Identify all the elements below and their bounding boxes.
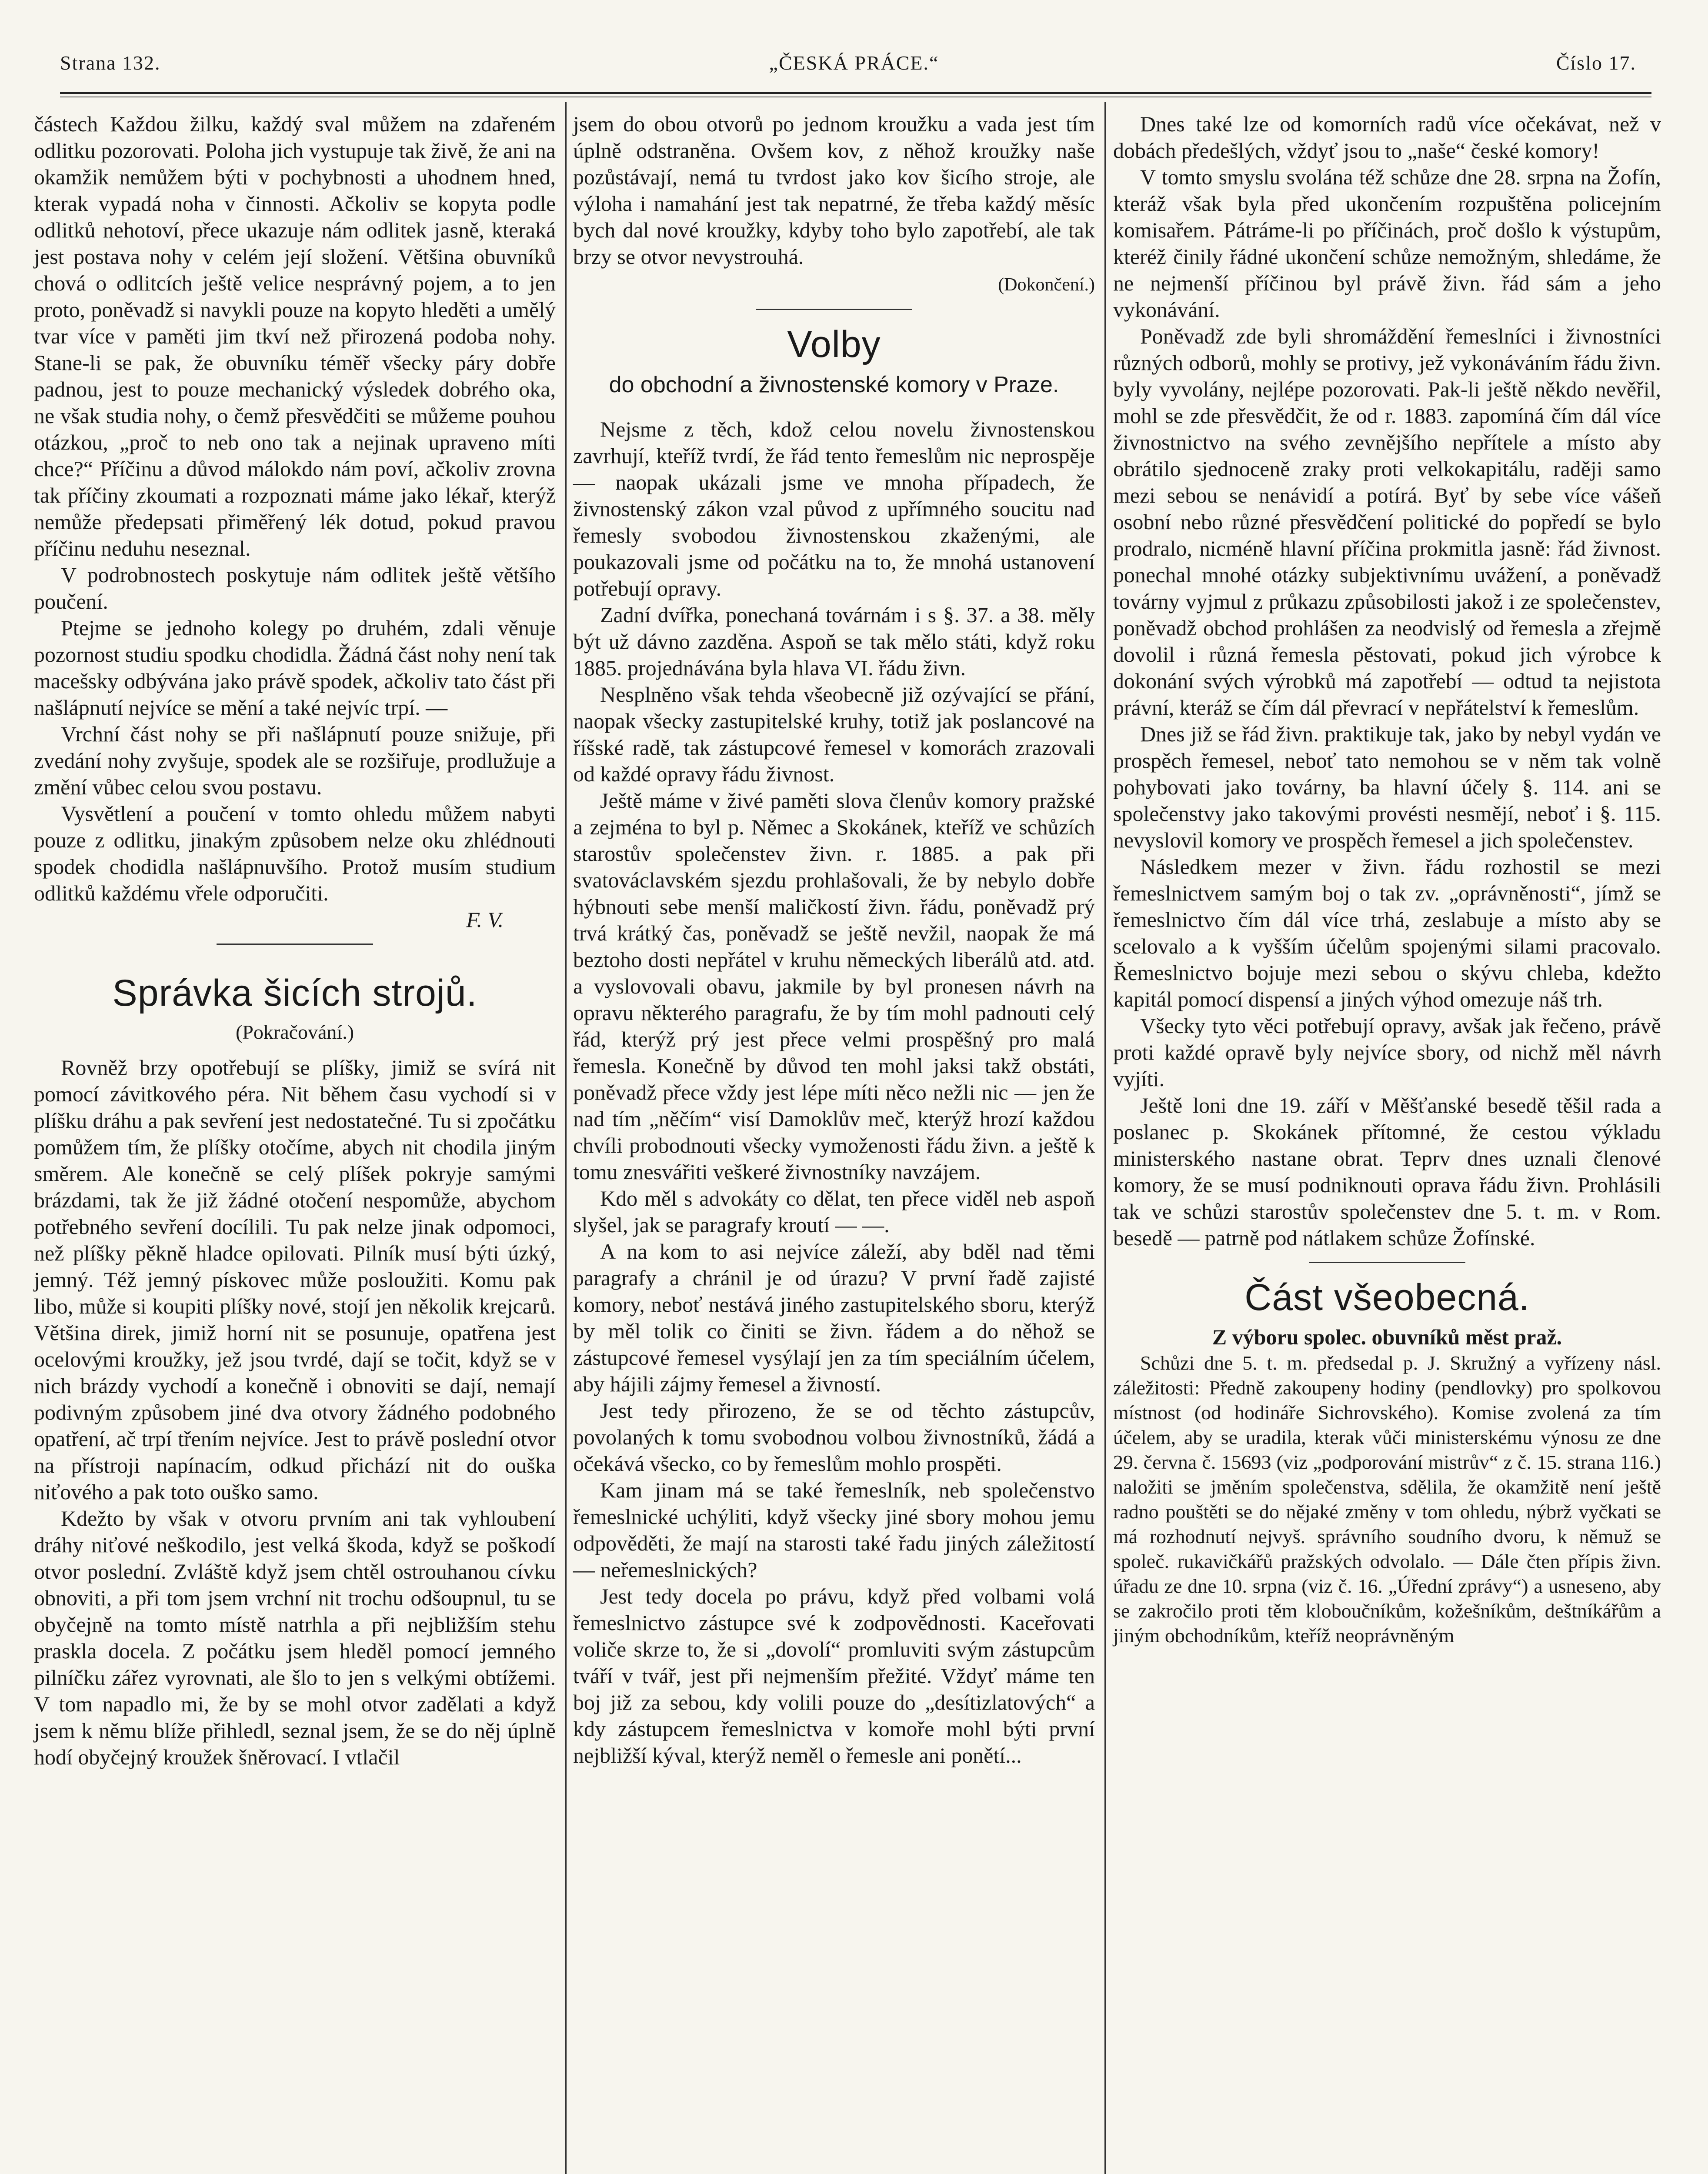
paragraph: částech Každou žilku, každý sval můžem na zdařeném odlitku pozorovati. Poloha jich vystupuje tak živě, že ani na okamžik nemůžem býti v pochybnosti a uhodnem hned, kterak vypadá noha v činnosti. Ačkoliv se kopyta podle odlitků nehotoví, přece ukazuje nám odlitek jasně, kteraká jest postava nohy v celém její složení. Většina obuvníků chová o odlitcích ještě velice nesprávný pojem, a to jen proto, poněvadž si navykli pouze na kopyto hleděti a umělý tvar více v paměti jim tkví než přirozená podoba nohy. Stane-li se pak, že obuvníku téměř všecky páry dobře padnou, jest to pouze mechanický výsledek dobrého oka, ne však studia nohy, o čemž přesvědčiti se můžeme pouhou otázkou, „proč to neb ono tak a nejinak upraveno míti chce?“ Příčinu a důvod málokdo nám poví, ačkoliv zrovna tak příčiny zkoumati a rozpoznati máme jako lékař, kterýž nemůže předepsati přiměřený lék dotud, pokud pravou příčinu neduhu neseznal. (34, 112, 556, 560)
column-2 (573, 111, 1095, 1769)
paragraph: Vrchní část nohy se při našlápnutí pouze snižuje, při zvedání nohy zvyšuje, spodek ale se rozšiřuje, prodlužuje a změní vůbec celou svou postavu. (34, 722, 556, 799)
page-number: Strana 132. (60, 52, 161, 74)
section-divider (756, 309, 912, 310)
paragraph: Kam jinam má se také řemeslník, neb společenstvo řemeslnické uchýliti, když všecky jiné sbory mohou jemu odpověděti, že mají na starosti také řadu jiných záležitostí — neřemeslnických? (573, 1478, 1095, 1582)
article-subheading: (Pokračování.) (235, 1021, 354, 1043)
column-3 (1113, 111, 1661, 1648)
paragraph: jsem do obou otvorů po jednom kroužku a vada jest tím úplně odstraněna. Ovšem kov, z něhož kroužky naše pozůstávají, nemá tu tvrdost jako kov šicího stroje, ale výloha i namahání jest tak nepatrné, že třeba každý měsíc bych dal nové kroužky, kdyby toho bylo zapotřebí, ale tak brzy se otvor nevystrouhá. (573, 112, 1095, 269)
article-heading: Volby (787, 323, 881, 365)
paragraph: Ještě máme v živé paměti slova členův komory pražské a zejména to byl p. Němec a Skokánek, kteříž ve schůzích starostův společenstev živn. r. 1885. a pak při svatováclavském sjezdu prohlašovali, že by nebylo dobře hýbnouti sebe menší maličkostí živn. řádu, poněvadž prý trvá krátký čas, poněvadž se ještě nevžil, naopak že má beztoho dosti nepřátel v kruhu německých liberálů atd. atd. a vyslovovali obavu, jakmile by byl pronesen návrh na opravu některého paragrafu, že by tím mohl padnouti celý řád, kterýž prý jest přece velmi prospěšný pro malá řemesla. Konečně by důvod ten mohl jaksi takž obstáti, poněvadž přece vždy jest lépe míti něco nežli nic — jen že nad tím „něčím“ visí Damoklův meč, kterýž hrozí každou chvíli probodnouti všecky vymoženosti řádu živn. a ještě k tomu znesvářiti veškeré živnostníky navzájem. (573, 788, 1095, 1184)
column-divider-2 (1104, 102, 1106, 2174)
author-signature: F. V. (466, 907, 504, 932)
header-rule (60, 92, 1651, 94)
paragraph: Ještě loni dne 19. září v Měšťanské besedě těšil rada a poslanec p. Skokánek přítomné, že cestou výkladu ministerského nastane obrat. Teprv dnes uznali členové komory, že se musí podniknouti oprava řádu živn. Prohlásili tak ve schůzi starostův společenstev dne 5. t. m. v Rom. besedě — patrně pod nátlakem schůze Žofínské. (1113, 1093, 1661, 1250)
article-heading: Správka šicích strojů. (112, 972, 477, 1014)
paragraph: Kdo měl s advokáty co dělat, ten přece viděl neb aspoň slyšel, jak se paragrafy kroutí — —. (573, 1186, 1095, 1237)
paragraph: Následkem mezer v živn. řádu rozhostil se mezi řemeslnictvem samým boj o tak zv. „oprávněnosti“, jímž se řemeslnictvo čím dál více trhá, zeslabuje a místo aby se scelovalo a k vyšším účelům spojenými silami pracovalo. Řemeslnictvo bojuje mezi sebou o skývu chleba, kdežto kapitál pomocí dispensí a jiných výhod omezuje náš trh. (1113, 854, 1661, 1011)
paragraph: Dnes již se řád živn. praktikuje tak, jako by nebyl vydán ve prospěch řemesel, neboť tato nemohou se v něm tak volně pohybovati jako továrny, ba hlavní účely §. 114. ani se společenstvy jako takovými provésti nesmějí, neboť i §. 115. nevyslovil komory ve prospěch řemesel a jich společenstev. (1113, 722, 1661, 852)
paragraph: Jest tedy docela po právu, když před volbami volá řemeslnictvo zástupce své k zodpovědnosti. Kaceřovati voliče skrze to, že si „dovolí“ promluviti svým zástupcům tváří v tvář, jest při nejmenším přežité. Vždyť máme ten boj již za sebou, kdy volili pouze do „desítizlatových“ a kdy zástupcem řemeslnictva v komoře mohl býti první nejbližší kýval, kterýž neměl o řemesle ani ponětí... (573, 1584, 1095, 1767)
paragraph: Kdežto by však v otvoru prvním ani tak vyhloubení dráhy niťové neškodilo, jest velká škoda, když se poškodí otvor poslední. Zvláště když jsem chtěl ostrouhanou cívku obnoviti, a při tom jsem vrchní nit trochu odšoupnul, tu se obyčejně na tomto místě natrhla a při nejbližším stehu praskla docela. Z počátku jsem hleděl pomocí jemného pilníčku zářez vyrovnati, ale šlo to jen s velkými obtížemi. V tom napadlo mi, že by se mohl otvor zadělati a když jsem k němu blíže přihledl, seznal jsem, že se do něj úplně hodí obyčejný kroužek šněrovací. I vtlačil (34, 1506, 556, 1769)
paragraph: Poněvadž zde byli shromáždění řemeslníci i živnostníci různých odborů, mohly se protivy, jež vykonáváním řádu živn. byly vyvolány, nejlépe pozorovati. Pak-li ještě někdo nevěřil, mohl se zde přesvědčit, že od r. 1883. zapomíná čím dál více živnostnictvo na svého zevnějšího nepřítele a místo aby obrátilo sjednoceně zraky proti velkokapitálu, raději samo mezi sebou se nenávidí a potírá. Byť by sebe více vášeň osobní nebo různé přesvědčení politické do popředí se bylo prodralo, nicméně hlavní příčina prokmitla jasně: řád živnost. ponechal mnohé otázky subjektivnímu uvážení, a poněvadž továrny vyjmul z průkazu způsobilosti jakož i ze společenstev, poněvadž obchod prohlášen za neodvislý od řemesla a zřejmě dovolil i různá řemesla pěstovati, pokud jich výrobce k dokonání svých výrobků má zapotřebí — odtud ta nejistota právní, kteráž se čím dál převrací v nepřátelství k řemeslům. (1113, 324, 1661, 720)
column-1 (34, 111, 556, 1771)
paragraph: V podrobnostech poskytuje nám odlitek ještě většího poučení. (34, 563, 556, 614)
paragraph: Vysvětlení a poučení v tomto ohledu můžem nabyti pouze z odlitku, jinakým způsobem nelze oku zhlédnouti spodek chodidla našlápnuvšího. Protož musím studium odlitků každému vřele odporučiti. (34, 801, 556, 905)
paragraph: Nesplněno však tehda všeobecně již ozývající se přání, naopak všecky zastupitelské kruhy, totiž jak poslancové na říšské radě, tak zástupcové řemesel v komorách zrazovali od každé opravy řádu živnost. (573, 682, 1095, 786)
section-divider (1309, 1262, 1465, 1263)
section-heading: Část všeobecná. (1244, 1277, 1530, 1318)
paragraph: Rovněž brzy opotřebují se plíšky, jimiž se svírá nit pomocí závitkového péra. Nit během času vychodí si v plíšku dráhu a pak sevření jest nedostatečné. Tu si zpočátku pomůžem tím, že plíšky otočíme, abych nit chodila jiným směrem. Ale konečně se celý plíšek pokryje samými brázdami, tak že již žádné otočení nespomůže, abychom potřebného sevření docílili. Tu pak nelze jinak odpomoci, než plíšky pěkně hladce opilovati. Pilník musí býti úzký, jemný. Též jemný pískovec může posloužiti. Komu pak libo, může si koupiti plíšky nové, stojí jen několik krejcarů. Většina direk, jimiž horní nit se posunuje, opatřena jest ocelovými kroužky, jež jsou tvrdé, dají se točit, když se v nich brázdy vychodí a konečně i obnoviti se dají, nemají podivným způsobem jiné dva otvory žádného podobného opatření, ač trpí třením nejvíce. Jest to právě poslední otvor na přístroji napínacím, odkud přichází nit do ouška niťového a pak toto ouško samo. (34, 1055, 556, 1504)
section-divider (217, 944, 373, 945)
paragraph: Schůzi dne 5. t. m. předsedal p. J. Skružný a vyřízeny násl. záležitosti: Předně zakoupeny hodiny (pendlovky) pro spolkovou místnost (od hodináře Sichrovského). Komise zvolená za tím účelem, aby se uradila, kterak vůči ministerskému výnosu ze dne 29. června č. 15693 (viz „podporování mistrův“ z č. 15. strana 116.) naložiti se jměním společenstva, sdělila, že okamžitě není ještě radno pouštěti se do nějaké změny v tom ohledu, nýbrž vyčkati se má rozhodnutí nejvyš. správního soudního dvoru, k němuž se společ. rukavičkářů pražských odvolalo. — Dále čten přípis živn. úřadu ze dne 10. srpna (viz č. 16. „Úřední zprávy“) a usneseno, aby se zakročilo proti těm kloboučníkům, kožešníkům, deštníkářům a jiným obchodníkům, kteříž neoprávněným (1113, 1352, 1661, 1647)
journal-title: „ČESKÁ PRÁCE.“ (769, 52, 939, 74)
report-title: Z výboru spolec. obuvníků měst praž. (1212, 1325, 1562, 1349)
column-divider-1 (565, 102, 567, 2174)
paragraph: Zadní dvířka, ponechaná továrnám i s §. 37. a 38. měly být už dávno zazděna. Aspoň se tak mělo státi, když roku 1885. projednávána byla hlava VI. řádu živn. (573, 603, 1095, 680)
paragraph: Nejsme z těch, kdož celou novelu živnostenskou zavrhují, kteříž tvrdí, že řád tento řemeslům nic neprospěje — naopak ukázali jsme ve mnoha případech, že živnostenský zákon vzal původ z upřímného soucitu nad řemesly svobodou živnostenskou zkaženými, ale poukazovali jsme od počátku na to, že mnohá ustanovení potřebují opravy. (573, 417, 1095, 600)
paragraph: Dnes také lze od komorních radů více očekávat, než v dobách předešlých, vždyť jsou to „naše“ české komory! (1113, 112, 1661, 163)
paragraph: A na kom to asi nejvíce záleží, aby bděl nad těmi paragrafy a chránil je od úrazu? V první řadě zajisté komory, neboť nestává jiného zastupitelského sboru, kterýž by měl tolik co činiti se živn. řádem a do něhož se zástupcové řemesel vysýlají jen za tím speciálním účelem, aby hájili zájmy řemesel a živností. (573, 1239, 1095, 1396)
paragraph: Všecky tyto věci potřebují opravy, avšak jak řečeno, právě proti každé opravě byly nejvíce sbory, od nichž měl návrh vyjíti. (1113, 1014, 1661, 1091)
continuation-note: (Dokončení.) (998, 275, 1095, 295)
paragraph: V tomto smyslu svolána též schůze dne 28. srpna na Žofín, kteráž však byla před ukončením rozpuštěna policejním komisařem. Pátráme-li po příčinách, proč došlo k výstupům, kteréž činily řádné ukončení schůze nemožným, shledáme, že ne nejmenší příčinou byl právě živn. řád sám a jeho vykonávání. (1113, 165, 1661, 322)
page-header (0, 51, 1708, 86)
article-subheading: do obchodní a živnostenské komory v Praze. (609, 372, 1059, 397)
paragraph: Jest tedy přirozeno, že se od těchto zástupcův, povolaných k tomu svobodnou volbou živnostníků, žádá a očekává všecko, co by řemeslům mohlo prospěti. (573, 1398, 1095, 1476)
issue-number: Číslo 17. (1556, 52, 1636, 74)
paragraph: Ptejme se jednoho kolegy po druhém, zdali věnuje pozornost studiu spodku chodidla. Žádná část nohy není tak macešsky odbývána jako právě spodek, ačkoliv tato část při našlápnutí nejvíce se mění a také nejvíc trpí. — (34, 616, 556, 720)
